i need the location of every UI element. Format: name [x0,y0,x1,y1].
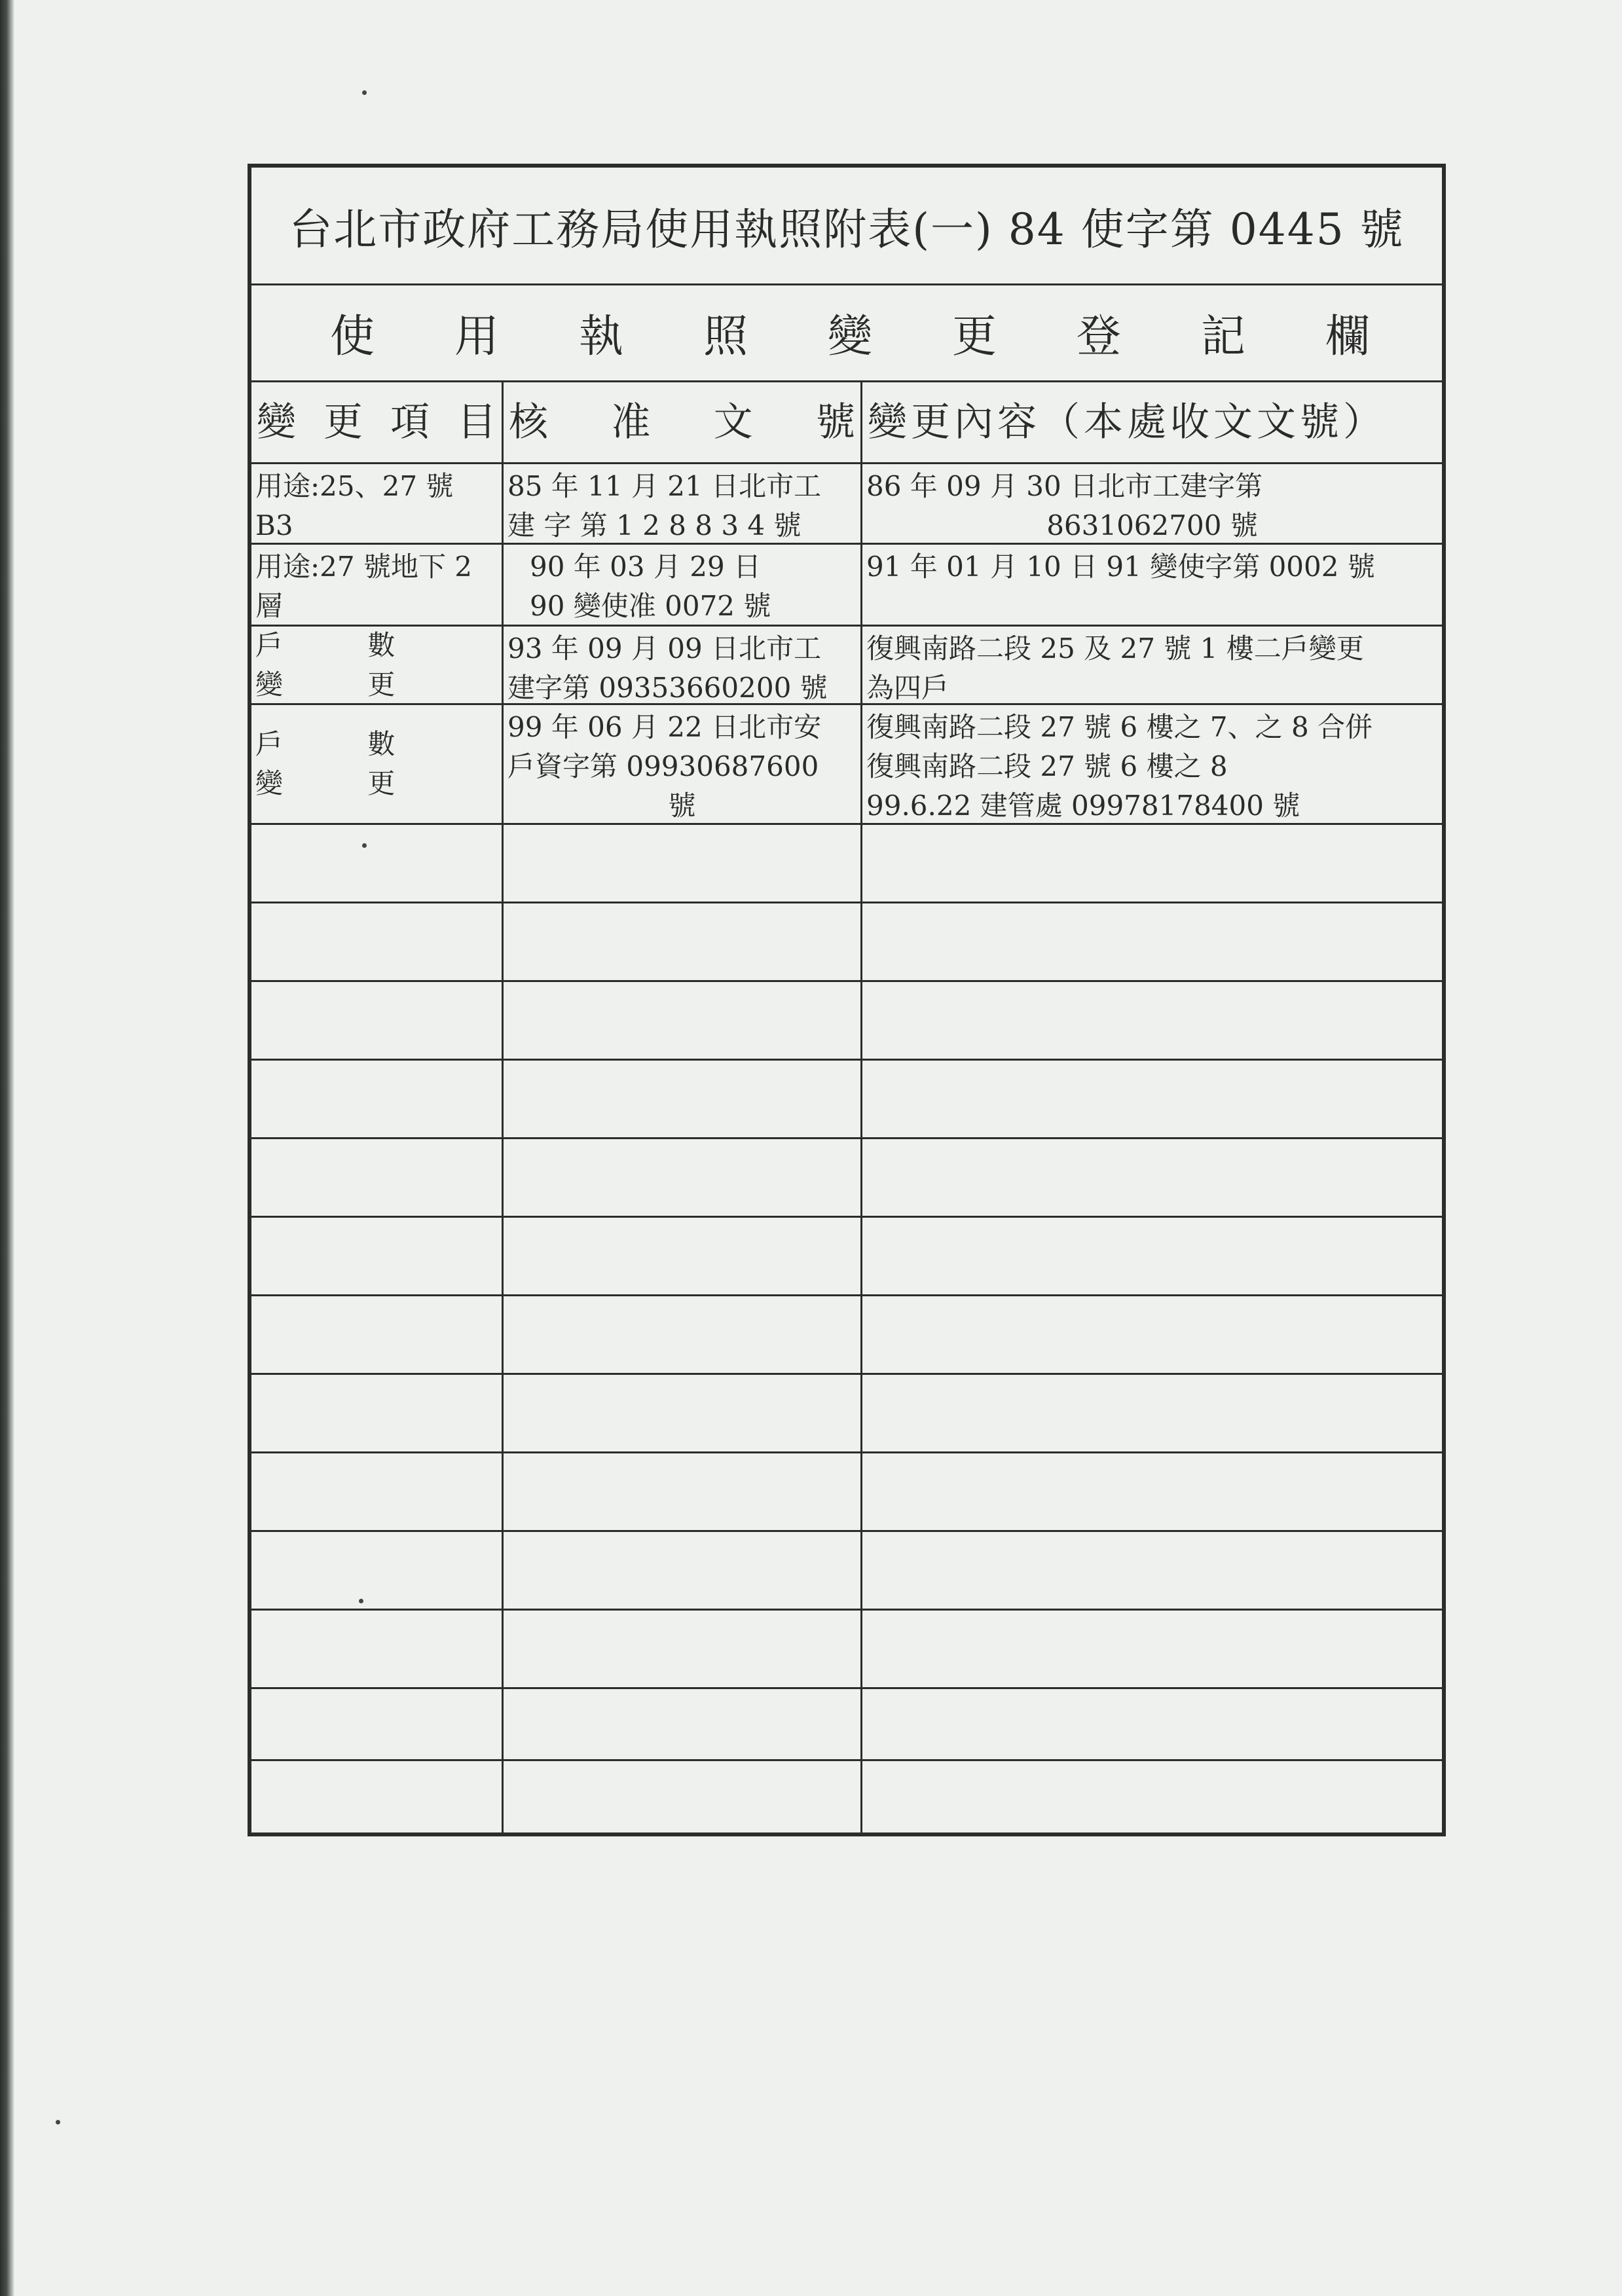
cell-line: 建字第 09353660200 號 [507,672,828,703]
subtitle-char: 執 [578,311,623,363]
cell-line: 戶 數 變 更 [255,629,433,701]
cell-line: 86 年 09 月 30 日北市工建字第 [866,470,1263,502]
header-char: 目 [457,399,496,445]
header-char: 變 [257,399,296,445]
row-divider [251,1687,1442,1689]
subtitle-char: 記 [1200,311,1245,363]
row1-content [862,464,1442,543]
cell-line: 99.6.22 建管處 09978178400 號 [866,790,1300,822]
cell-line: 90 變使准 0072 號 [530,590,771,622]
cell-line: 復興南路二段 27 號 6 樓之 8 [866,750,1228,782]
row2-content [862,545,1442,625]
cell-line: 復興南路二段 25 及 27 號 1 樓二戶變更 [866,632,1364,665]
row-divider [251,1451,1442,1453]
cell-line: 層 [255,590,284,622]
header-char: 核 [509,399,548,445]
row-divider [251,1609,1442,1611]
row1-approval [504,464,860,543]
row-divider [251,1059,1442,1061]
subtitle-char: 變 [827,311,872,363]
row3-item [251,627,502,703]
cell-line: B3 [255,509,293,541]
row2-approval [504,545,860,625]
header-approval [504,382,860,462]
cell-line: 91 年 01 月 10 日 91 變使字第 0002 號 [866,551,1375,583]
row-divider [251,1530,1442,1532]
scan-speck [362,90,367,95]
row-divider [251,902,1442,903]
form-title: 台北市政府工務局使用執照附表(一) 84 使字第 0445 號 [251,168,1442,285]
header-char: 號 [815,399,855,445]
subtitle-char: 更 [951,311,997,363]
cell-line: 復興南路二段 27 號 6 樓之 7、之 8 合併 [866,711,1373,743]
row4-content [862,705,1442,823]
row-divider [251,1373,1442,1375]
row-divider [251,1137,1442,1139]
cell-line: 號 [668,790,696,822]
row-divider [251,1294,1442,1296]
cell-line: 戶資字第 09930687600 [507,750,819,782]
header-text: 變更內容（本處收文文號） [868,399,1386,445]
header-char: 更 [323,399,363,445]
cell-line: 用途:27 號地下 2 [255,551,473,583]
header-char: 項 [390,399,430,445]
subtitle-char: 登 [1076,311,1121,363]
row-divider [251,1216,1442,1218]
row3-content [862,627,1442,703]
header-content [862,382,1442,462]
row-divider [251,980,1442,982]
cell-line: 為四戶 [866,672,949,703]
cell-line: 戶 數 變 更 [255,728,433,799]
permit-change-form [248,164,1446,1836]
row3-approval [504,627,860,703]
cell-line: 85 年 11 月 21 日北市工 [507,470,822,502]
cell-line: 8631062700 號 [1046,509,1258,541]
header-char: 准 [611,399,651,445]
row2-item [251,545,502,625]
cell-line: 90 年 03 月 29 日 [530,551,762,583]
header-char: 文 [713,399,753,445]
row4-item [251,705,502,823]
subtitle-char: 使 [330,311,375,363]
cell-line: 99 年 06 月 22 日北市安 [507,711,822,743]
cell-line: 93 年 09 月 09 日北市工 [507,632,822,665]
subtitle-char: 用 [454,311,499,363]
row1-item [251,464,502,543]
row-divider [251,1759,1442,1761]
row4-approval [504,705,860,823]
cell-line: 用途:25、27 號 [255,470,454,502]
header-item [251,382,502,462]
scan-speck [56,2120,60,2124]
scan-edge [0,0,14,2296]
form-subtitle [251,285,1442,382]
change-register-table [251,382,1442,1832]
subtitle-char: 欄 [1325,311,1370,363]
subtitle-char: 照 [703,311,748,363]
cell-line: 建 字 第 1 2 8 8 3 4 號 [507,509,802,541]
row-divider [251,823,1442,825]
